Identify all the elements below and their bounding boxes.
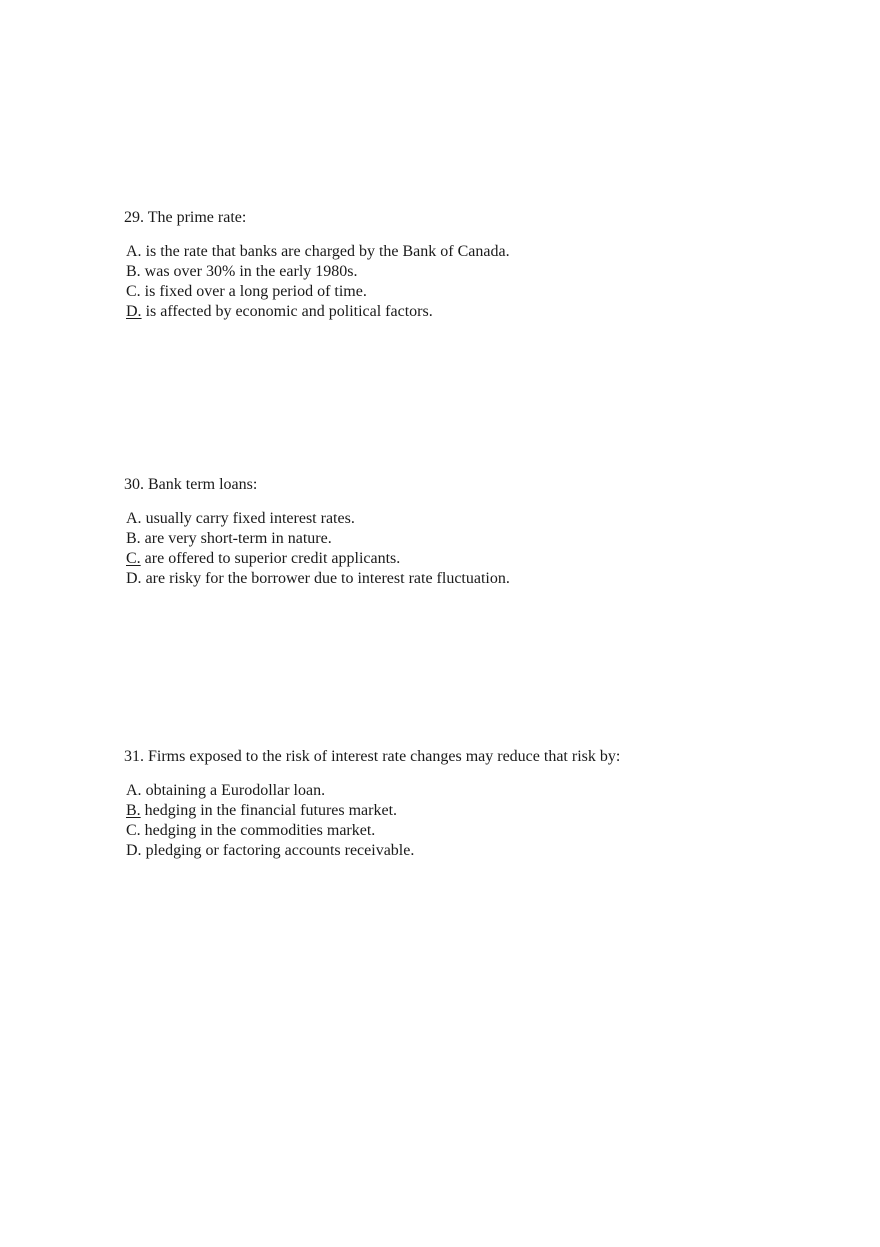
option-letter: A. xyxy=(126,243,142,260)
option-text: are very short-term in nature. xyxy=(140,530,332,547)
option-d xyxy=(126,302,844,322)
option-a xyxy=(126,781,844,801)
correct-answer-letter: B. xyxy=(126,802,141,819)
option-letter: C. xyxy=(126,822,141,839)
option-c xyxy=(126,549,844,569)
option-d xyxy=(126,569,844,589)
option-b xyxy=(126,529,844,549)
option-text: is fixed over a long period of time. xyxy=(140,283,367,300)
option-text: hedging in the commodities market. xyxy=(140,822,376,839)
option-letter: B. xyxy=(126,263,141,280)
option-letter: A. xyxy=(126,782,142,799)
option-c xyxy=(126,821,844,841)
question-30 xyxy=(124,475,844,589)
option-b xyxy=(126,801,844,821)
option-letter: D. xyxy=(126,570,142,587)
question-stem: 29. The prime rate: xyxy=(124,209,247,226)
question-31 xyxy=(124,747,844,861)
option-c xyxy=(126,282,844,302)
question-stem: 30. Bank term loans: xyxy=(124,476,258,493)
question-stem: 31. Firms exposed to the risk of interest rate changes may reduce that risk by: xyxy=(124,748,621,765)
option-list xyxy=(124,509,844,589)
option-letter: A. xyxy=(126,510,142,527)
correct-answer-letter: C. xyxy=(126,550,141,567)
option-b xyxy=(126,262,844,282)
option-text: was over 30% in the early 1980s. xyxy=(140,263,358,280)
option-a xyxy=(126,242,844,262)
option-text: is affected by economic and political factors. xyxy=(141,303,433,320)
option-letter: C. xyxy=(126,283,141,300)
option-a xyxy=(126,509,844,529)
option-d xyxy=(126,841,844,861)
option-letter: B. xyxy=(126,530,141,547)
option-text: are offered to superior credit applicants. xyxy=(140,550,401,567)
option-text: obtaining a Eurodollar loan. xyxy=(141,782,326,799)
option-text: usually carry fixed interest rates. xyxy=(141,510,355,527)
option-list xyxy=(124,242,844,322)
option-text: pledging or factoring accounts receivable. xyxy=(141,842,415,859)
option-text: is the rate that banks are charged by the Bank of Canada. xyxy=(141,243,510,260)
option-letter: D. xyxy=(126,842,142,859)
question-29 xyxy=(124,208,844,322)
option-list xyxy=(124,781,844,861)
correct-answer-letter: D. xyxy=(126,303,142,320)
option-text: are risky for the borrower due to interest rate fluctuation. xyxy=(141,570,510,587)
option-text: hedging in the financial futures market. xyxy=(140,802,398,819)
